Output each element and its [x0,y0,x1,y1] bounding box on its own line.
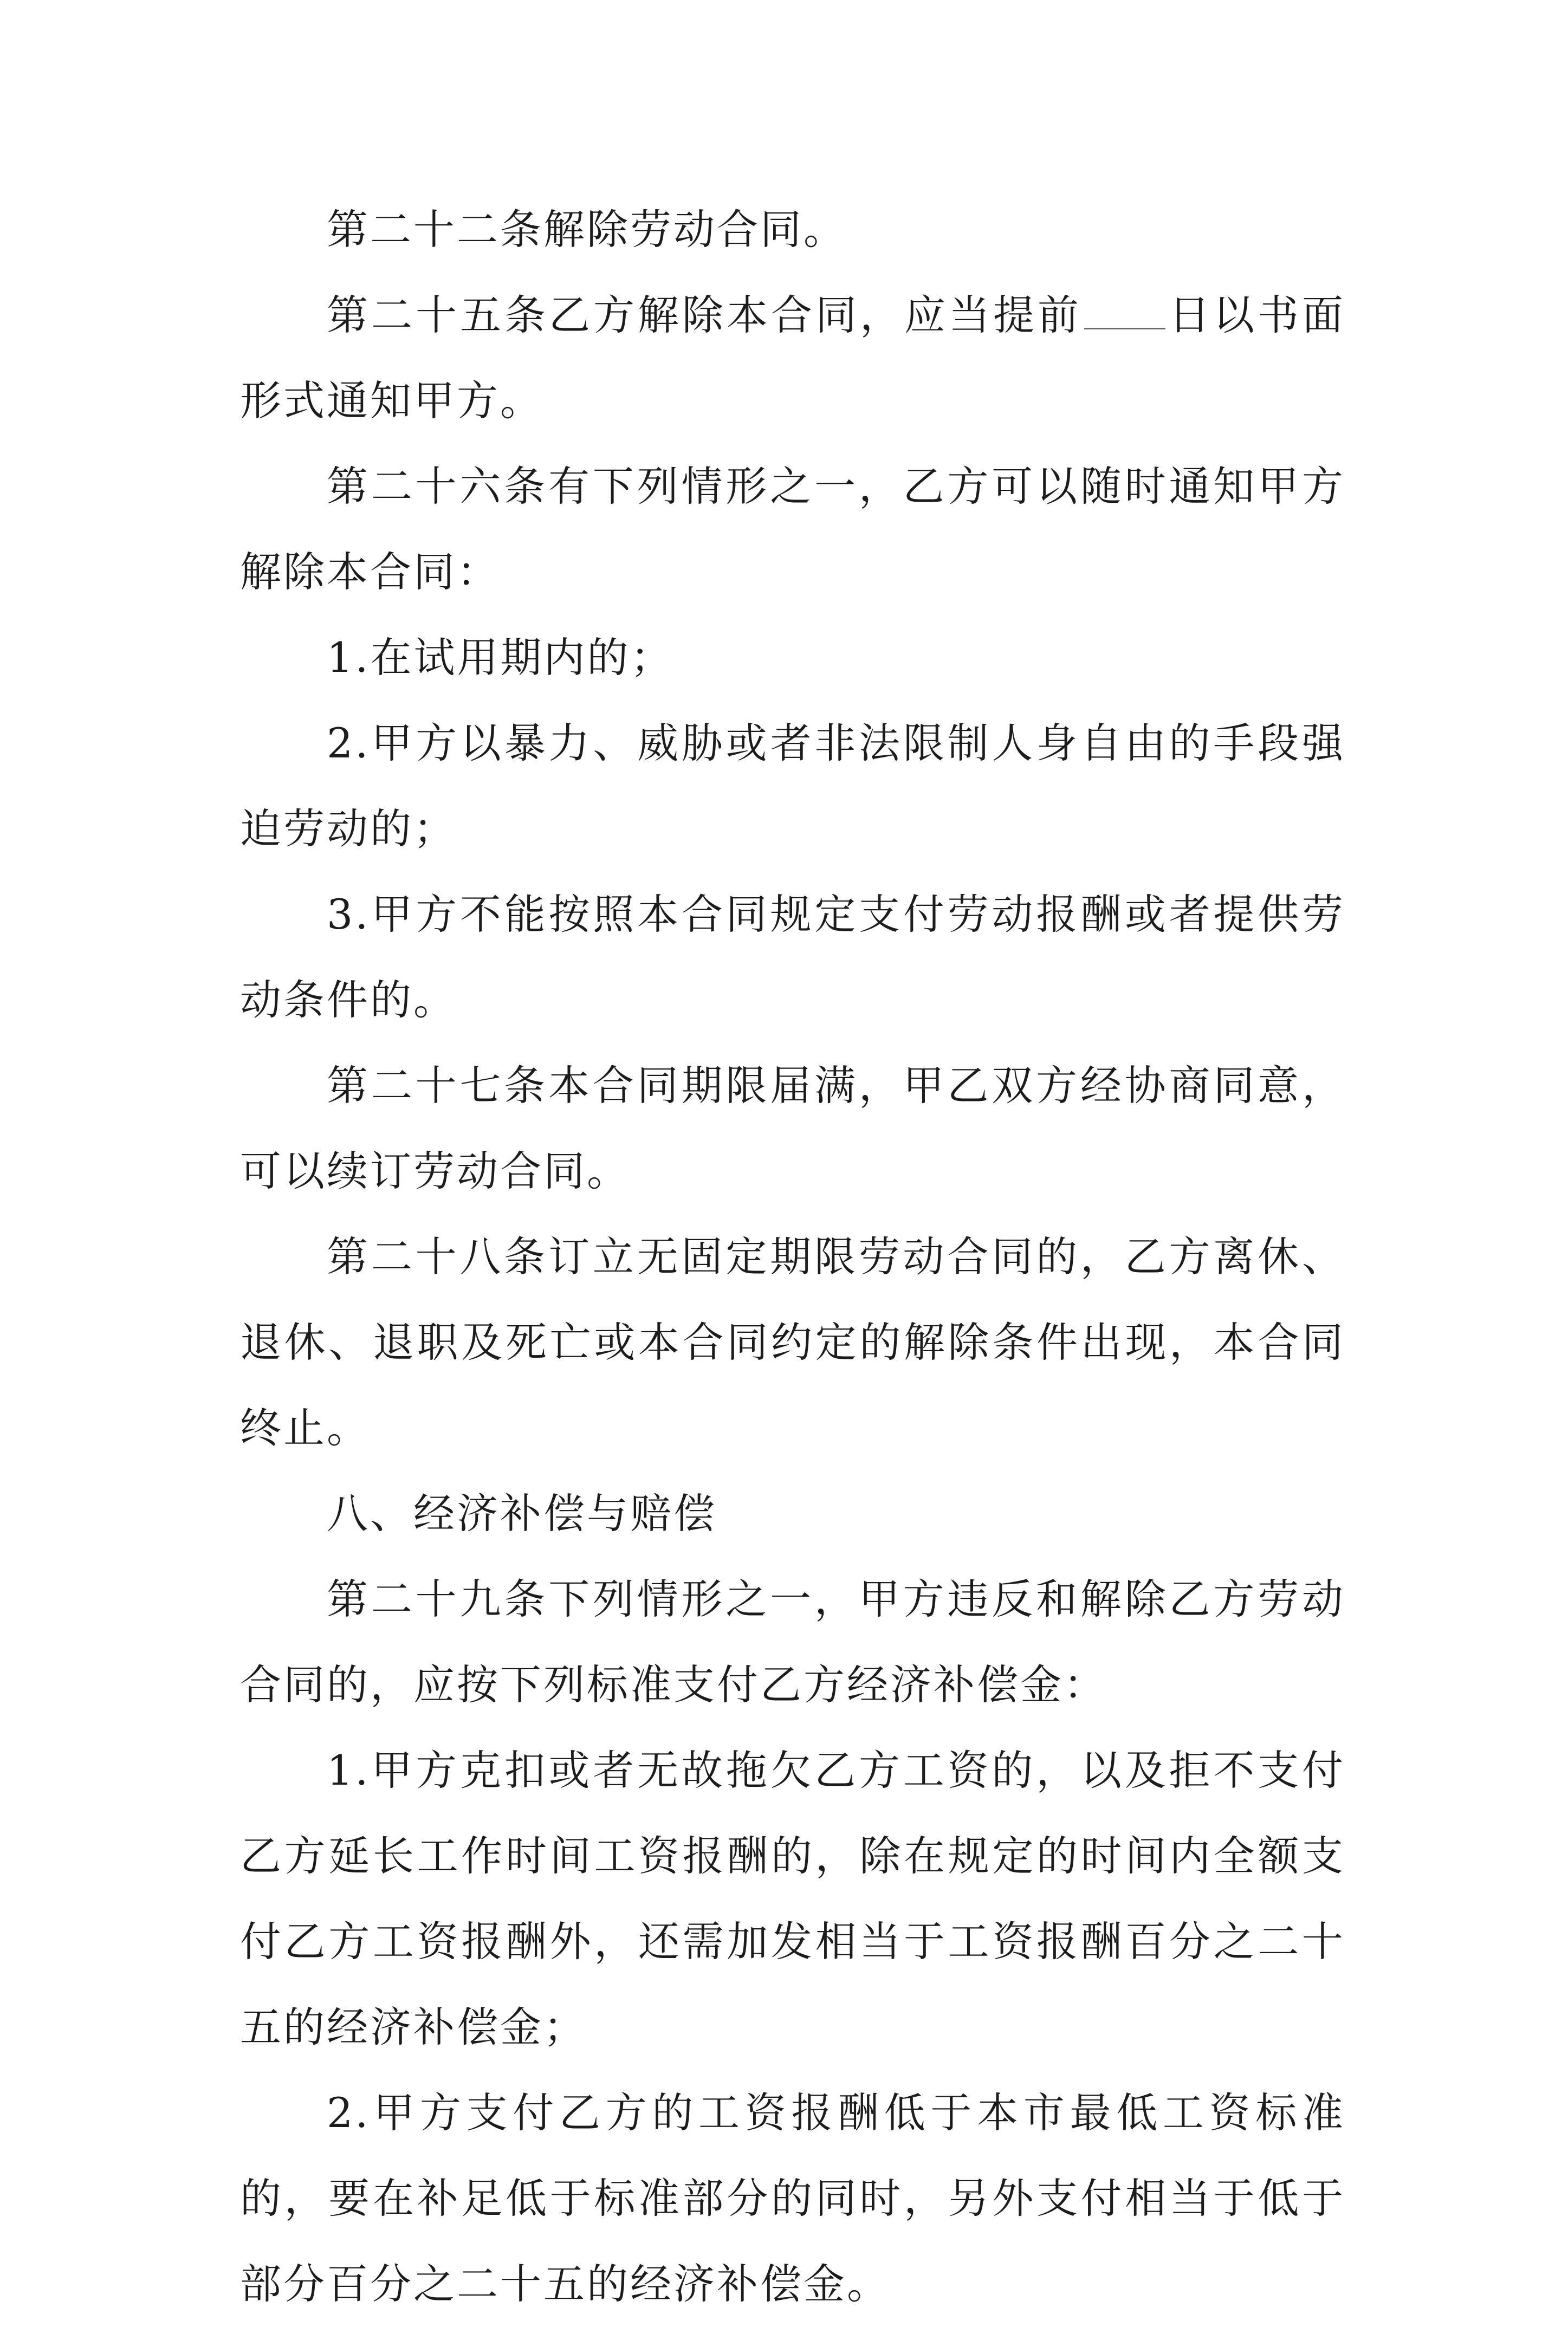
article-26-item-2: 2.甲方以暴力、威胁或者非法限制人身自由的手段强迫劳动的； [240,719,1345,853]
article-25 [240,273,1345,444]
article-26-item-1: 1.在试用期内的； [327,633,674,682]
article-25-text-before: 第二十五条乙方解除本合同，应当提前 [327,291,1082,339]
article-26: 第二十六条有下列情形之一，乙方可以随时通知甲方解除本合同： [240,462,1345,596]
article-28: 第二十八条订立无固定期限劳动合同的，乙方离休、退休、退职及死亡或本合同约定的解除条件出现，本合同终止。 [240,1233,1345,1452]
article-22-heading: 第二十二条解除劳动合同。 [327,205,847,254]
article-29: 第二十九条下列情形之一，甲方违反和解除乙方劳动合同的，应按下列标准支付乙方经济补偿金： [240,1575,1345,1709]
article-26-item-3: 3.甲方不能按照本合同规定支付劳动报酬或者提供劳动条件的。 [240,890,1345,1024]
article-29-item-1: 1.甲方克扣或者无故拖欠乙方工资的，以及拒不支付乙方延长工作时间工资报酬的，除在规定的时间内全额支付乙方工资报酬外，还需加发相当于工资报酬百分之二十五的经济补偿金； [240,1746,1345,2051]
notice-days-blank-field[interactable] [1084,292,1165,329]
article-25-text-after: 日以书面形式通知甲方。 [240,291,1345,425]
article-29-item-2: 2.甲方支付乙方的工资报酬低于本市最低工资标准的，要在补足低于标准部分的同时，另外支付相当于低于部分百分之二十五的经济补偿金。 [240,2089,1345,2308]
document-body [240,187,1345,2327]
article-27: 第二十七条本合同期限届满，甲乙双方经协商同意，可以续订劳动合同。 [240,1061,1345,1195]
section-8-heading: 八、经济补偿与赔偿 [327,1489,717,1538]
